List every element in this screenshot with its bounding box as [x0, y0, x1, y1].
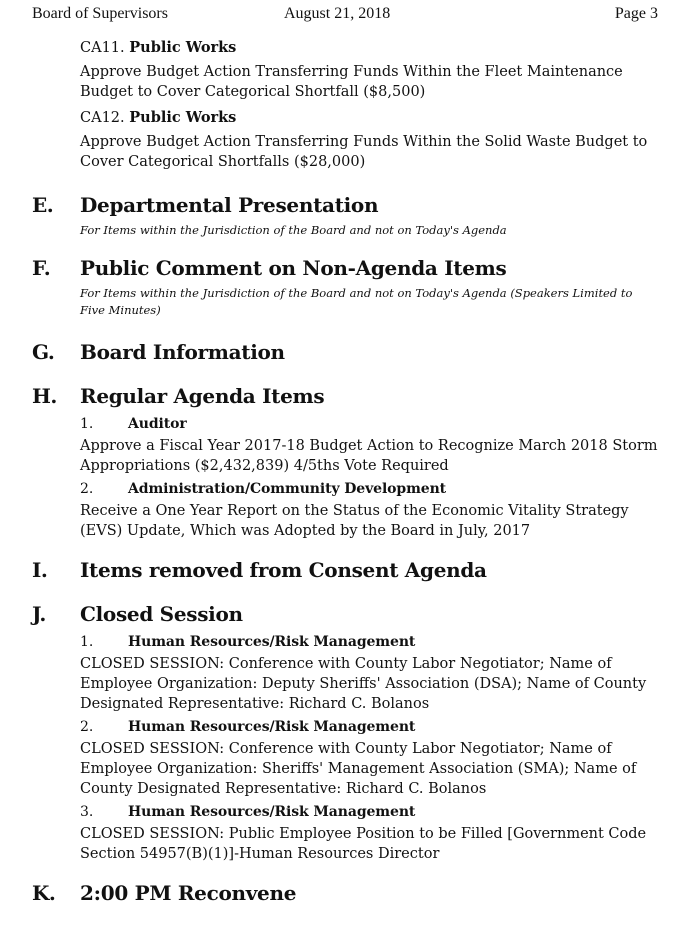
agenda-item — [80, 632, 660, 714]
consent-item-heading — [80, 108, 660, 128]
section-letter: E. — [32, 193, 54, 217]
consent-item-ca12 — [80, 108, 660, 172]
agenda-item-heading — [80, 802, 660, 822]
agenda-item-description: CLOSED SESSION: Conference with County Labor Negotiator; Name of Employee Organization: Sheriffs' Management Association (SMA); Name of County Designated Representative: Richard C. Bolanos — [80, 741, 637, 797]
agenda-item — [80, 414, 660, 476]
section-h — [32, 381, 660, 541]
agenda-item — [80, 802, 660, 864]
header-page-number: Page 3 — [614, 5, 658, 22]
agenda-item-department: Auditor — [128, 416, 187, 432]
consent-item-ca11 — [80, 38, 660, 102]
section-k — [32, 878, 660, 908]
section-letter: K. — [32, 881, 56, 905]
agenda-item — [80, 479, 660, 541]
section-letter: H. — [32, 384, 57, 408]
section-note: For Items within the Jurisdiction of the Board and not on Today's Agenda (Speakers Limited to Five Minutes) — [80, 286, 633, 317]
page-header — [32, 4, 658, 24]
agenda-item-number: 1. — [80, 416, 94, 432]
agenda-item-description: CLOSED SESSION: Public Employee Position to be Filled [Government Code Section 54957(B)(1)]-Human Resources Director — [80, 826, 647, 862]
agenda-item-department: Human Resources/Risk Management — [128, 804, 416, 820]
section-letter: F. — [32, 256, 51, 280]
consent-item-department: Public Works — [129, 39, 237, 56]
section-title: Departmental Presentation — [80, 193, 379, 217]
section-heading — [32, 190, 660, 220]
agenda-item — [80, 717, 660, 799]
section-heading — [32, 878, 660, 908]
consent-item-heading — [80, 38, 660, 58]
agenda-item-department: Administration/Community Development — [128, 481, 447, 497]
section-i — [32, 555, 660, 585]
agenda-item-description: Receive a One Year Report on the Status of the Economic Vitality Strategy (EVS) Update, Which was Adopted by the Board in July, 2017 — [80, 503, 629, 539]
consent-item-number: CA12. — [80, 110, 125, 126]
agenda-item-heading — [80, 479, 660, 499]
section-title: Public Comment on Non-Agenda Items — [80, 256, 507, 280]
section-heading — [32, 555, 660, 585]
section-title: 2:00 PM Reconvene — [80, 881, 297, 905]
section-heading — [32, 337, 660, 367]
section-f — [32, 253, 660, 319]
section-title: Regular Agenda Items — [80, 384, 325, 408]
section-heading — [32, 599, 660, 629]
section-heading — [32, 253, 660, 283]
section-letter: I. — [32, 558, 48, 582]
consent-item-description: Approve Budget Action Transferring Funds Within the Fleet Maintenance Budget to Cover Categorical Shortfall ($8,500) — [80, 64, 623, 100]
section-title: Board Information — [80, 340, 285, 364]
agenda-item-number: 2. — [80, 719, 94, 735]
section-g — [32, 337, 660, 367]
agenda-item-department: Human Resources/Risk Management — [128, 719, 416, 735]
agenda-item-heading — [80, 717, 660, 737]
agenda-item-heading — [80, 414, 660, 434]
section-letter: J. — [32, 602, 46, 626]
agenda-item-number: 2. — [80, 481, 94, 497]
agenda-item-heading — [80, 632, 660, 652]
header-board-name: Board of Supervisors — [32, 5, 168, 22]
agenda-content — [32, 38, 660, 908]
agenda-item-department: Human Resources/Risk Management — [128, 634, 416, 650]
section-note: For Items within the Jurisdiction of the Board and not on Today's Agenda — [80, 223, 507, 237]
consent-item-number: CA11. — [80, 40, 125, 56]
consent-item-description: Approve Budget Action Transferring Funds Within the Solid Waste Budget to Cover Categorical Shortfalls ($28,000) — [80, 134, 648, 170]
section-title: Closed Session — [80, 602, 243, 626]
header-date: August 21, 2018 — [284, 5, 391, 22]
section-e — [32, 190, 660, 239]
agenda-item-number: 3. — [80, 804, 94, 820]
section-heading — [32, 381, 660, 411]
agenda-item-description: CLOSED SESSION: Conference with County Labor Negotiator; Name of Employee Organization: Deputy Sheriffs' Association (DSA); Name of County Designated Representative: Richard C. Bolanos — [80, 656, 647, 712]
consent-item-department: Public Works — [129, 109, 237, 126]
section-letter: G. — [32, 340, 55, 364]
section-j — [32, 599, 660, 864]
agenda-item-number: 1. — [80, 634, 94, 650]
section-title: Items removed from Consent Agenda — [80, 558, 487, 582]
agenda-item-description: Approve a Fiscal Year 2017-18 Budget Action to Recognize March 2018 Storm Appropriations ($2,432,839) 4/5ths Vote Required — [80, 438, 658, 474]
